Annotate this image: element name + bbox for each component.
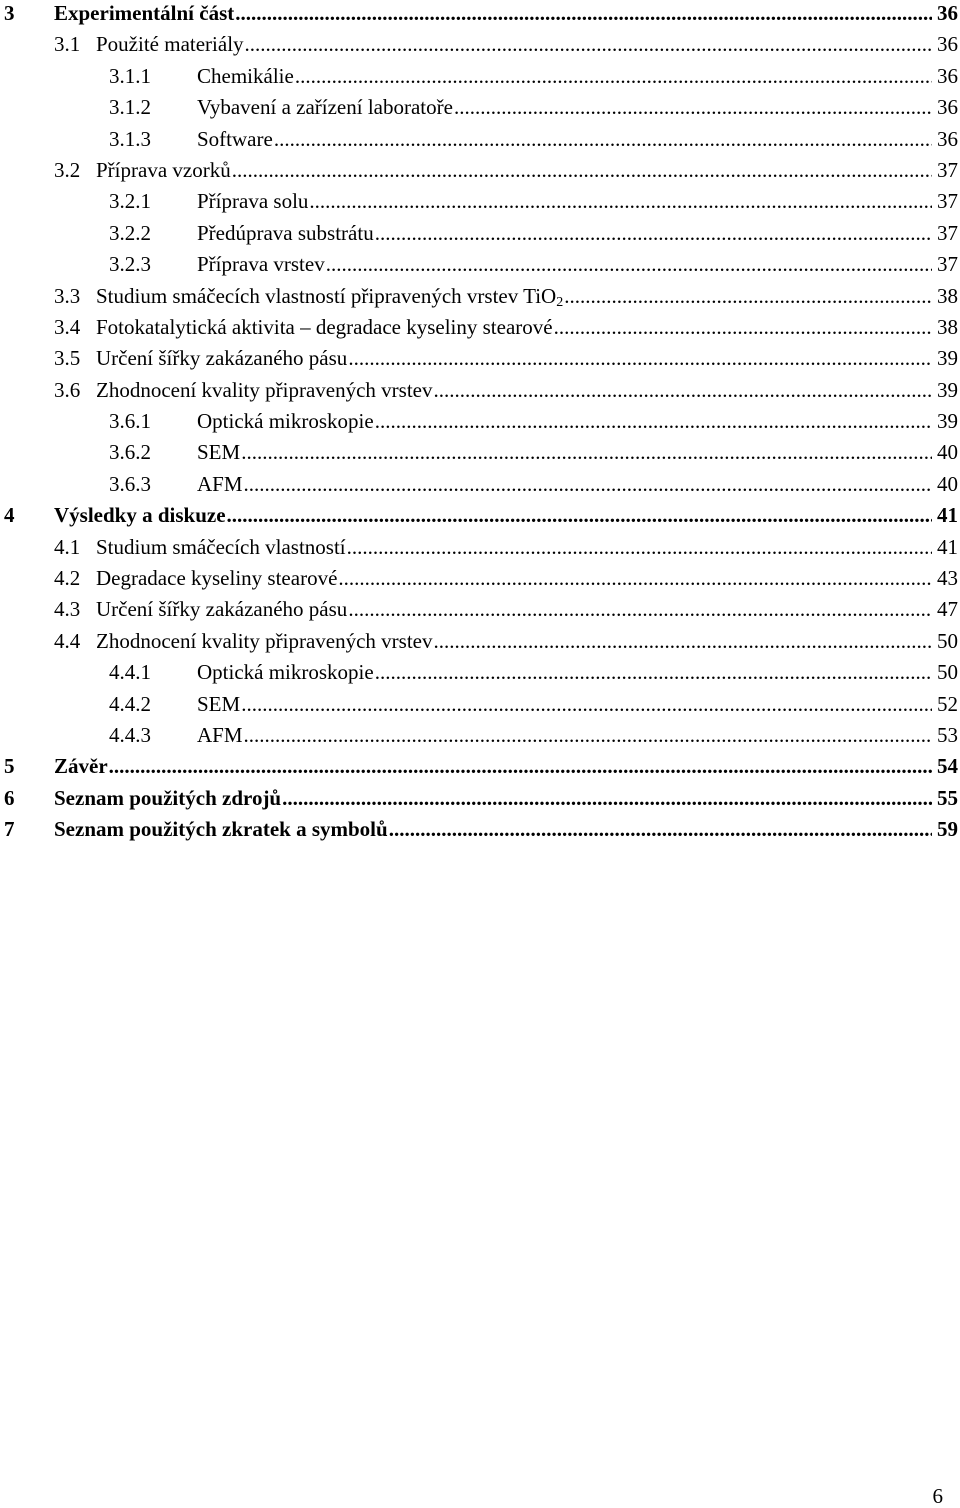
- toc-entry-title: [54, 503, 227, 527]
- toc-entry-title: [96, 535, 347, 559]
- toc-entry-page: 52: [937, 691, 958, 716]
- toc-entry-page: 40: [937, 440, 958, 465]
- toc-entry-title: [197, 692, 241, 716]
- toc-dot-leader: [244, 723, 932, 747]
- toc-dot-leader: [554, 315, 932, 339]
- toc-entry-title-text: Degradace kyseliny stearové: [96, 566, 338, 591]
- toc-entry-title: [197, 127, 274, 151]
- toc-entry-page: 37: [937, 157, 958, 182]
- toc-entry-page: 43: [937, 566, 958, 591]
- toc-entry-title-text: Určení šířky zakázaného pásu: [96, 597, 348, 622]
- toc-entry[interactable]: [0, 753, 958, 784]
- toc-entry[interactable]: [0, 408, 958, 439]
- toc-entry-page: 41: [937, 534, 958, 559]
- toc-entry-number: 3.2.3: [109, 252, 151, 277]
- toc-entry[interactable]: [0, 596, 958, 627]
- toc-entry-title-text: SEM: [197, 691, 241, 716]
- toc-entry-title: [96, 284, 564, 308]
- toc-entry-number: 3.1.1: [109, 63, 151, 88]
- toc-entry-page: 47: [937, 597, 958, 622]
- toc-dot-leader: [348, 346, 932, 370]
- toc-entry[interactable]: [0, 126, 958, 157]
- toc-entry-title-text: Zhodnocení kvality připravených vrstev: [96, 628, 433, 653]
- toc-entry[interactable]: [0, 314, 958, 345]
- toc-entry-title: [197, 95, 454, 119]
- toc-entry[interactable]: [0, 816, 958, 847]
- toc-entry-page: 36: [937, 32, 958, 57]
- toc-entry[interactable]: [0, 722, 958, 753]
- toc-entry-title: [96, 597, 348, 621]
- toc-entry-title: [96, 315, 554, 339]
- toc-entry-number: 3.6.2: [109, 440, 151, 465]
- toc-dot-leader: [295, 64, 932, 88]
- toc-entry-page: 41: [937, 503, 958, 528]
- toc-entry-number: 6: [4, 785, 15, 810]
- toc-entry-title-text: Studium smáčecích vlastností připravených vrstev TiO: [96, 283, 557, 308]
- toc-entry-title: [197, 660, 375, 684]
- toc-entry-number: 3.1.2: [109, 95, 151, 120]
- toc-entry-page: 36: [937, 95, 958, 120]
- toc-entry-number: 4.4.3: [109, 722, 151, 747]
- toc-entry-number: 4.3: [54, 597, 81, 622]
- toc-entry-title-text: Chemikálie: [197, 63, 294, 88]
- toc-entry-title-text: Fotokatalytická aktivita – degradace kyseliny stearové: [96, 314, 553, 339]
- toc-dot-leader: [241, 440, 932, 464]
- toc-entry-title: [197, 64, 295, 88]
- toc-dot-leader: [232, 158, 932, 182]
- toc-entry[interactable]: [0, 628, 958, 659]
- toc-entry-title-text: Předúprava substrátu: [197, 220, 374, 245]
- toc-entry-title: [96, 158, 232, 182]
- toc-entry[interactable]: [0, 785, 958, 816]
- toc-entry-title: [197, 440, 241, 464]
- toc-entry[interactable]: [0, 471, 958, 502]
- toc-entry-title: [197, 189, 309, 213]
- toc-entry-title-text: Software: [197, 126, 273, 151]
- toc-dot-leader: [454, 95, 932, 119]
- toc-dot-leader: [375, 221, 932, 245]
- toc-entry-number: 3.4: [54, 314, 81, 339]
- toc-dot-leader: [274, 127, 932, 151]
- toc-entry[interactable]: [0, 534, 958, 565]
- toc-dot-leader: [244, 472, 932, 496]
- toc-entry[interactable]: [0, 691, 958, 722]
- toc-entry-title-text: Studium smáčecích vlastností: [96, 534, 346, 559]
- toc-entry-number: 3.6.1: [109, 409, 151, 434]
- toc-dot-leader: [338, 566, 932, 590]
- toc-entry-title-text: Seznam použitých zdrojů: [54, 785, 282, 810]
- toc-entry-page: 38: [937, 314, 958, 339]
- toc-entry-title-text: AFM: [197, 722, 243, 747]
- toc-entry-title: [96, 378, 433, 402]
- toc-entry-page: 55: [937, 785, 958, 810]
- toc-entry-page: 37: [937, 252, 958, 277]
- toc-dot-leader: [309, 189, 932, 213]
- toc-entry-number: 7: [4, 817, 15, 842]
- toc-entry-number: 3.2: [54, 157, 81, 182]
- toc-entry-title: [54, 786, 282, 810]
- toc-entry-number: 4: [4, 503, 15, 528]
- toc-dot-leader: [564, 284, 932, 308]
- toc-entry-page: 39: [937, 409, 958, 434]
- toc-entry-title-text: Příprava solu: [197, 189, 309, 214]
- toc-entry-page: 53: [937, 722, 958, 747]
- toc-entry-title: [54, 754, 109, 778]
- toc-entry-number: 3: [4, 1, 15, 25]
- toc-entry-title: [54, 1, 235, 25]
- toc-entry-page: 50: [937, 660, 958, 685]
- toc-entry-number: 3.1.3: [109, 126, 151, 151]
- toc-entry-number: 3.2.1: [109, 189, 151, 214]
- toc-entry-page: 59: [937, 817, 958, 842]
- toc-entry-title-text: Seznam použitých zkratek a symbolů: [54, 817, 388, 842]
- toc-dot-leader: [433, 629, 932, 653]
- toc-entry-title-text: Příprava vrstev: [197, 252, 325, 277]
- toc-entry[interactable]: [0, 31, 958, 62]
- toc-dot-leader: [375, 660, 932, 684]
- toc-entry-title-text: Zhodnocení kvality připravených vrstev: [96, 377, 433, 402]
- toc-dot-leader: [326, 252, 932, 276]
- toc-dot-leader: [227, 503, 932, 527]
- toc-entry[interactable]: [0, 283, 958, 314]
- toc-entry-title-text: AFM: [197, 471, 243, 496]
- toc-entry-title: [96, 346, 348, 370]
- toc-entry-page: 37: [937, 189, 958, 214]
- toc-entry[interactable]: [0, 377, 958, 408]
- toc-entry-title-text: Určení šířky zakázaného pásu: [96, 346, 348, 371]
- toc-entry-title-text: Optická mikroskopie: [197, 409, 374, 434]
- toc-entry-number: 3.2.2: [109, 220, 151, 245]
- toc-dot-leader: [235, 1, 932, 25]
- toc-entry[interactable]: [0, 345, 958, 376]
- toc-entry-page: 54: [937, 754, 958, 779]
- toc-entry-title: [96, 629, 433, 653]
- toc-entry-number: 3.6: [54, 377, 81, 402]
- toc-dot-leader: [389, 817, 932, 841]
- toc-dot-leader: [347, 535, 932, 559]
- toc-entry[interactable]: [0, 251, 958, 282]
- toc-entry[interactable]: [0, 502, 958, 533]
- toc-entry-title-text: Závěr: [54, 754, 108, 779]
- toc-entry-title: [197, 723, 244, 747]
- toc-entry-page: 39: [937, 346, 958, 371]
- toc-entry-title-text: Vybavení a zařízení laboratoře: [197, 95, 453, 120]
- toc-entry-title-text: Experimentální část: [54, 1, 235, 25]
- toc-entry[interactable]: [0, 439, 958, 470]
- toc-entry-title-text: Optická mikroskopie: [197, 660, 374, 685]
- toc-entry-number: 3.5: [54, 346, 81, 371]
- toc-entry-title-text: Příprava vzorků: [96, 157, 231, 182]
- toc-entry[interactable]: [0, 565, 958, 596]
- toc-entry-number: 3.6.3: [109, 471, 151, 496]
- toc-entry-title: [197, 252, 326, 276]
- toc-entry-page: 40: [937, 471, 958, 496]
- toc-entry[interactable]: [0, 157, 958, 188]
- toc-dot-leader: [241, 692, 932, 716]
- toc-entry-title: [54, 817, 389, 841]
- toc-entry-title-text: SEM: [197, 440, 241, 465]
- toc-entry-page: 38: [937, 283, 958, 308]
- toc-dot-leader: [109, 754, 932, 778]
- toc-entry-page: 36: [937, 1, 958, 25]
- toc-dot-leader: [375, 409, 932, 433]
- toc-dot-leader: [433, 378, 932, 402]
- toc-entry-number: 4.4: [54, 628, 81, 653]
- page-number: 6: [932, 1484, 943, 1508]
- toc-entry-title: [197, 472, 244, 496]
- toc-entry-page: 37: [937, 220, 958, 245]
- toc-entry-number: 3.3: [54, 283, 81, 308]
- toc-entry[interactable]: [0, 0, 958, 31]
- toc-entry-number: 5: [4, 754, 15, 779]
- toc-entry-page: 36: [937, 126, 958, 151]
- toc-entry[interactable]: [0, 63, 958, 94]
- toc-entry-number: 4.4.1: [109, 660, 151, 685]
- toc-entry[interactable]: [0, 94, 958, 125]
- toc-entry-title: [96, 566, 338, 590]
- toc-entry[interactable]: [0, 220, 958, 251]
- toc-entry-number: 4.4.2: [109, 691, 151, 716]
- toc-entry-number: 3.1: [54, 32, 81, 57]
- toc-entry[interactable]: [0, 188, 958, 219]
- toc-entry-title: [197, 409, 375, 433]
- toc-entry-number: 4.2: [54, 566, 81, 591]
- toc-dot-leader: [282, 786, 932, 810]
- toc-entry-title-subscript: 2: [556, 294, 564, 310]
- toc-dot-leader: [348, 597, 932, 621]
- toc-entry[interactable]: [0, 659, 958, 690]
- toc-entry-title-text: Výsledky a diskuze: [54, 503, 226, 528]
- toc-dot-leader: [245, 32, 932, 56]
- toc-entry-page: 50: [937, 628, 958, 653]
- toc-entry-number: 4.1: [54, 534, 81, 559]
- toc-entry-page: 36: [937, 63, 958, 88]
- toc-entry-title: [96, 32, 245, 56]
- toc-entry-title-text: Použité materiály: [96, 32, 244, 57]
- toc-entry-title: [197, 221, 375, 245]
- toc-entry-page: 39: [937, 377, 958, 402]
